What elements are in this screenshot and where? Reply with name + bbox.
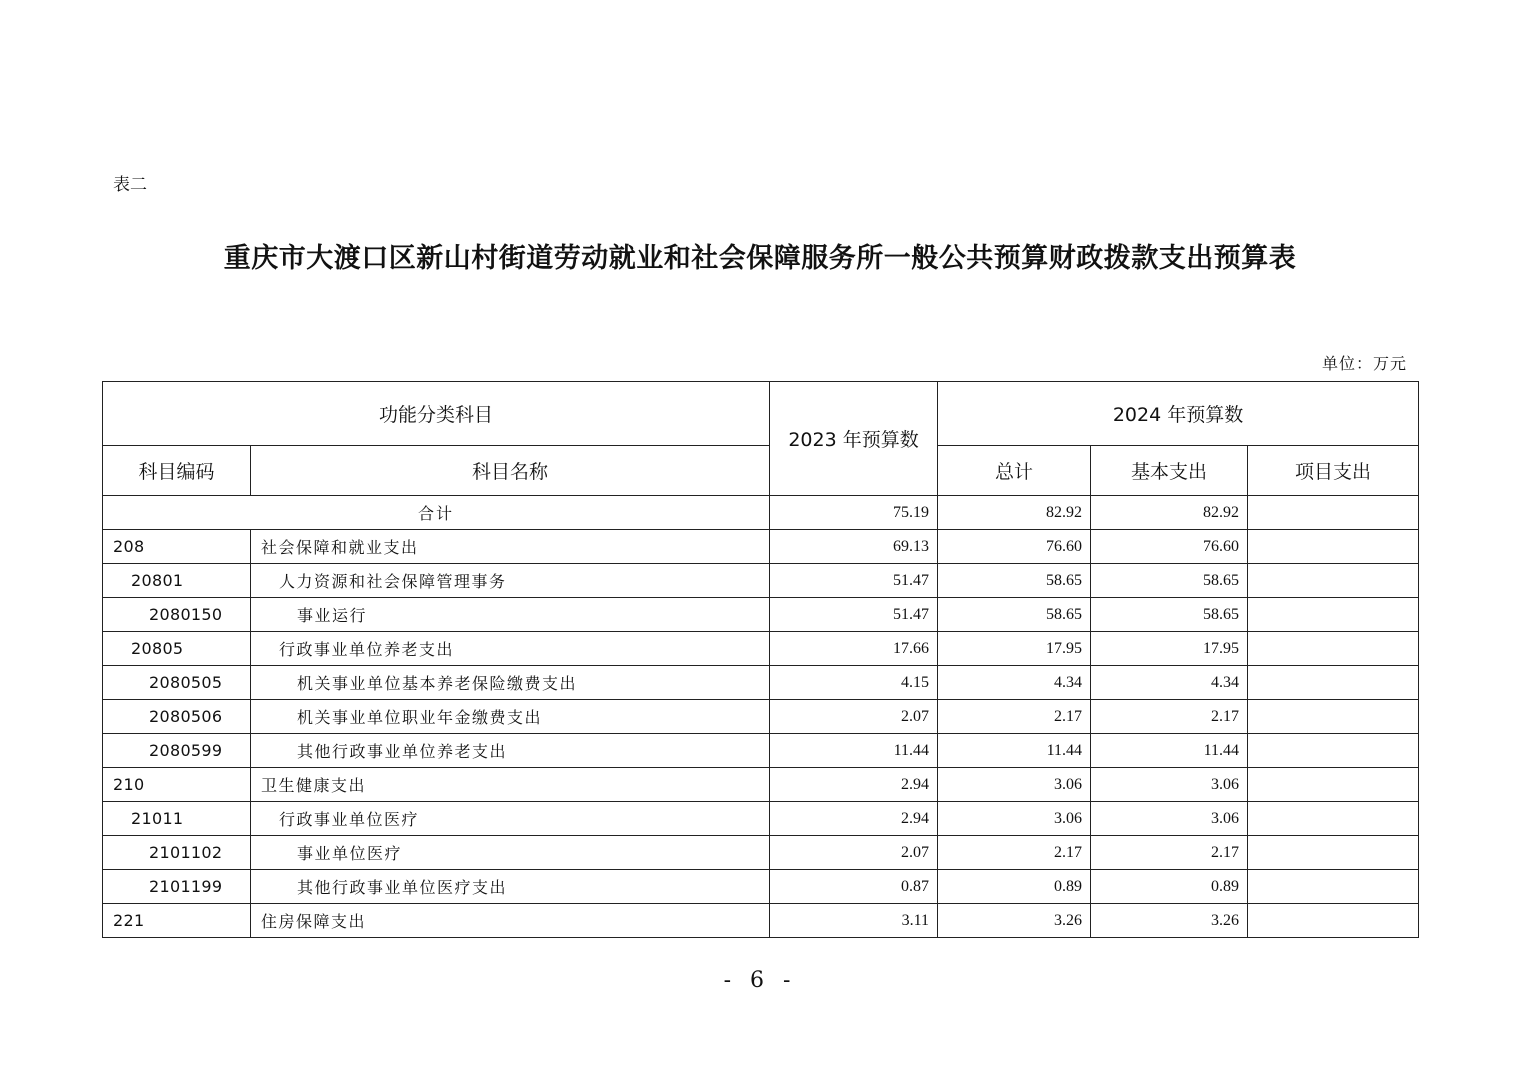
row-name: 机关事业单位职业年金缴费支出: [251, 700, 770, 734]
header-budget-2024: 2024 年预算数: [938, 382, 1419, 446]
row-2024-basic: 58.65: [1091, 598, 1248, 632]
row-code: 2080150: [103, 598, 251, 632]
table-row: [103, 802, 1419, 836]
table-row: [103, 666, 1419, 700]
row-2023: 2.07: [770, 836, 938, 870]
row-2024-total: 3.06: [938, 802, 1091, 836]
row-2024-project: [1248, 530, 1419, 564]
header-basic: 基本支出: [1091, 446, 1248, 496]
table-label: 表二: [113, 175, 147, 195]
row-2023: 4.15: [770, 666, 938, 700]
header-code: 科目编码: [103, 446, 251, 496]
row-code: 210: [103, 768, 251, 802]
row-name: 住房保障支出: [251, 904, 770, 938]
row-2024-total: 2.17: [938, 700, 1091, 734]
total-label: 合计: [103, 496, 770, 530]
row-2024-project: [1248, 564, 1419, 598]
row-code: 2080506: [103, 700, 251, 734]
total-2024-basic: 82.92: [1091, 496, 1248, 530]
row-2024-project: [1248, 768, 1419, 802]
row-2024-total: 0.89: [938, 870, 1091, 904]
header-project: 项目支出: [1248, 446, 1419, 496]
row-2024-basic: 17.95: [1091, 632, 1248, 666]
row-2024-basic: 3.06: [1091, 802, 1248, 836]
row-2024-project: [1248, 870, 1419, 904]
row-2024-project: [1248, 802, 1419, 836]
unit-label: 单位：万元: [1321, 354, 1407, 373]
row-2024-basic: 3.26: [1091, 904, 1248, 938]
row-2023: 2.07: [770, 700, 938, 734]
row-2024-total: 3.26: [938, 904, 1091, 938]
row-code: 2101102: [103, 836, 251, 870]
row-2024-project: [1248, 598, 1419, 632]
table-row: [103, 734, 1419, 768]
table-row: [103, 768, 1419, 802]
row-2024-basic: 76.60: [1091, 530, 1248, 564]
table-row: [103, 530, 1419, 564]
row-2024-basic: 11.44: [1091, 734, 1248, 768]
header-name: 科目名称: [251, 446, 770, 496]
row-2023: 0.87: [770, 870, 938, 904]
row-2023: 2.94: [770, 768, 938, 802]
table-row: [103, 632, 1419, 666]
row-2024-basic: 4.34: [1091, 666, 1248, 700]
header-row-1: [103, 382, 1419, 446]
total-2024-project: [1248, 496, 1419, 530]
row-2023: 17.66: [770, 632, 938, 666]
table-row: [103, 904, 1419, 938]
row-code: 2080599: [103, 734, 251, 768]
row-2024-total: 17.95: [938, 632, 1091, 666]
row-2024-total: 58.65: [938, 564, 1091, 598]
row-2023: 2.94: [770, 802, 938, 836]
page-number: - 6 -: [723, 968, 797, 993]
header-total: 总计: [938, 446, 1091, 496]
row-2024-project: [1248, 904, 1419, 938]
total-row: [103, 496, 1419, 530]
row-2024-total: 58.65: [938, 598, 1091, 632]
row-name: 机关事业单位基本养老保险缴费支出: [251, 666, 770, 700]
row-name: 其他行政事业单位医疗支出: [251, 870, 770, 904]
table-row: [103, 700, 1419, 734]
budget-table: [102, 381, 1419, 938]
table-row: [103, 870, 1419, 904]
row-2024-basic: 3.06: [1091, 768, 1248, 802]
row-2023: 3.11: [770, 904, 938, 938]
row-2024-basic: 2.17: [1091, 700, 1248, 734]
row-name: 其他行政事业单位养老支出: [251, 734, 770, 768]
row-name: 行政事业单位医疗: [251, 802, 770, 836]
total-2024-total: 82.92: [938, 496, 1091, 530]
row-2023: 51.47: [770, 598, 938, 632]
row-2024-total: 3.06: [938, 768, 1091, 802]
document-title: 重庆市大渡口区新山村街道劳动就业和社会保障服务所一般公共预算财政拨款支出预算表: [223, 243, 1297, 274]
row-2024-project: [1248, 734, 1419, 768]
row-name: 行政事业单位养老支出: [251, 632, 770, 666]
row-2024-basic: 0.89: [1091, 870, 1248, 904]
table-row: [103, 598, 1419, 632]
row-2024-total: 2.17: [938, 836, 1091, 870]
row-2023: 69.13: [770, 530, 938, 564]
row-name: 社会保障和就业支出: [251, 530, 770, 564]
row-code: 20801: [103, 564, 251, 598]
row-code: 20805: [103, 632, 251, 666]
row-2024-project: [1248, 632, 1419, 666]
total-2023: 75.19: [770, 496, 938, 530]
row-2024-project: [1248, 700, 1419, 734]
row-code: 2080505: [103, 666, 251, 700]
row-2024-basic: 58.65: [1091, 564, 1248, 598]
row-name: 卫生健康支出: [251, 768, 770, 802]
row-name: 事业运行: [251, 598, 770, 632]
row-code: 208: [103, 530, 251, 564]
row-name: 事业单位医疗: [251, 836, 770, 870]
row-code: 2101199: [103, 870, 251, 904]
row-2023: 51.47: [770, 564, 938, 598]
row-2024-project: [1248, 836, 1419, 870]
header-budget-2023: 2023 年预算数: [770, 382, 938, 496]
row-2024-total: 76.60: [938, 530, 1091, 564]
table-row: [103, 836, 1419, 870]
row-name: 人力资源和社会保障管理事务: [251, 564, 770, 598]
row-2023: 11.44: [770, 734, 938, 768]
header-functional-category: 功能分类科目: [103, 382, 770, 446]
row-2024-total: 11.44: [938, 734, 1091, 768]
table-row: [103, 564, 1419, 598]
header-row-2: [103, 446, 1419, 496]
row-2024-total: 4.34: [938, 666, 1091, 700]
row-code: 21011: [103, 802, 251, 836]
row-code: 221: [103, 904, 251, 938]
row-2024-project: [1248, 666, 1419, 700]
row-2024-basic: 2.17: [1091, 836, 1248, 870]
